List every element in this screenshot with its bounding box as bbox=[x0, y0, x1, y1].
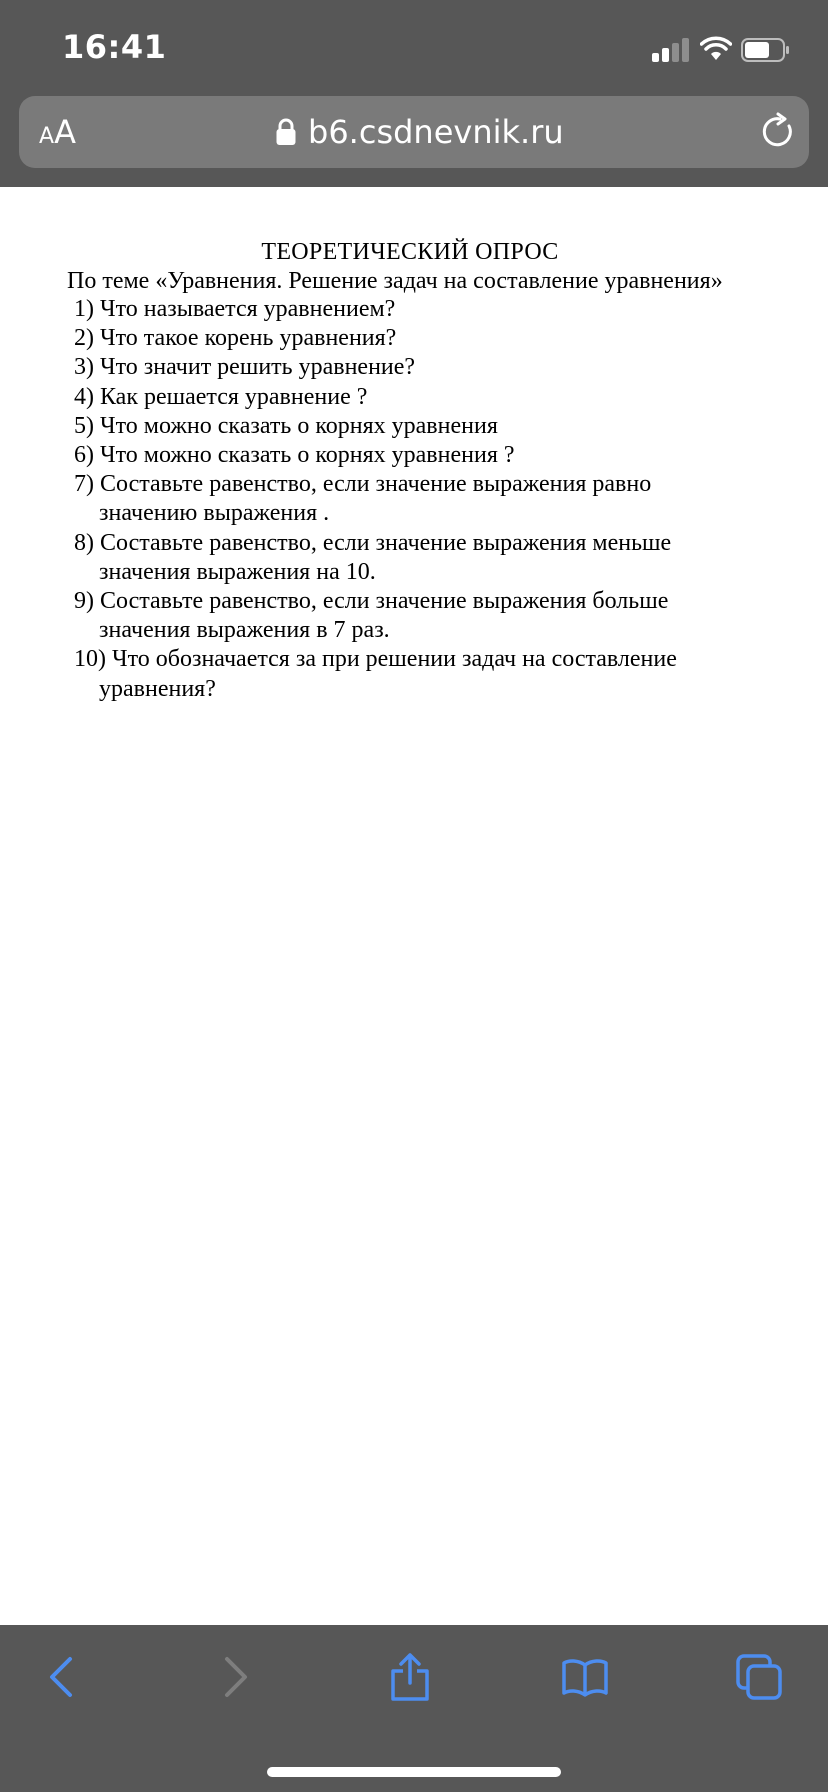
bookmarks-button[interactable] bbox=[545, 1625, 625, 1729]
reload-icon[interactable] bbox=[758, 112, 798, 152]
share-icon bbox=[388, 1651, 432, 1703]
question-item: 4) Как решается уравнение ? bbox=[74, 383, 368, 410]
question-item: 1) Что называется уравнением? bbox=[74, 296, 396, 322]
question-item: 10) Что обозначается за при решении задач на составление уравнения? bbox=[74, 646, 677, 702]
url-text[interactable]: b6.csdnevnik.ru bbox=[308, 113, 564, 151]
text-size-button[interactable]: AA bbox=[39, 113, 76, 151]
share-button[interactable] bbox=[370, 1625, 450, 1729]
browser-toolbar bbox=[0, 1625, 828, 1792]
status-time: 16:41 bbox=[62, 28, 167, 66]
browser-top-chrome bbox=[0, 0, 828, 187]
back-button[interactable] bbox=[21, 1625, 101, 1729]
tabs-icon bbox=[734, 1652, 784, 1702]
cellular-signal-icon bbox=[652, 38, 690, 62]
question-item: 2) Что такое корень уравнения? bbox=[74, 325, 397, 352]
forward-icon bbox=[221, 1655, 251, 1699]
question-item: 8) Составьте равенство, если значение выражения меньше значения выражения на 10. bbox=[74, 529, 672, 585]
address-bar[interactable] bbox=[19, 96, 809, 168]
tabs-button[interactable] bbox=[719, 1625, 799, 1729]
questions-list bbox=[74, 295, 804, 704]
back-icon bbox=[46, 1655, 76, 1699]
wifi-icon bbox=[700, 36, 732, 62]
lock-icon bbox=[275, 118, 297, 146]
document-page bbox=[0, 187, 828, 1625]
document-title: ТЕОРЕТИЧЕСКИЙ ОПРОС bbox=[261, 239, 559, 265]
question-item: 6) Что можно сказать о корнях уравнения ? bbox=[74, 442, 515, 469]
question-item: 9) Составьте равенство, если значение выражения больше значения выражения в 7 раз. bbox=[74, 588, 669, 644]
forward-button[interactable] bbox=[196, 1625, 276, 1729]
document-subtitle: По теме «Уравнения. Решение задач на составление уравнения» bbox=[67, 268, 723, 294]
question-item: 5) Что можно сказать о корнях уравнения bbox=[74, 412, 498, 439]
home-indicator[interactable] bbox=[267, 1767, 561, 1777]
bookmarks-icon bbox=[561, 1655, 609, 1699]
battery-icon bbox=[741, 37, 791, 63]
question-item: 7) Составьте равенство, если значение выражения равно значению выражения . bbox=[74, 471, 652, 527]
question-item: 3) Что значит решить уравнение? bbox=[74, 354, 416, 381]
